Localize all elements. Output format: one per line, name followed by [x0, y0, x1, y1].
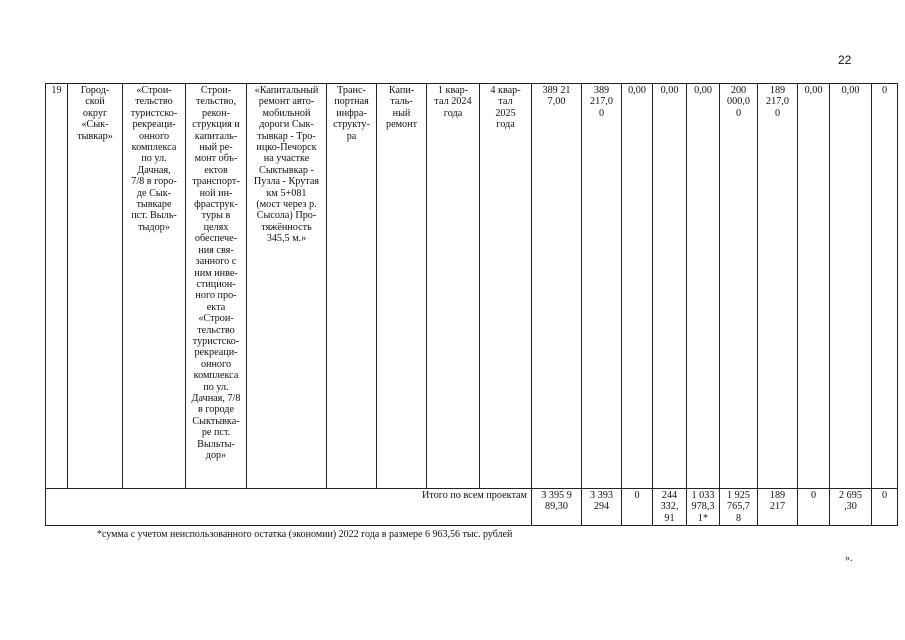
value-cell-8: 0,00 [798, 84, 830, 489]
total-value-10: 0 [872, 489, 898, 526]
closing-quote: ». [845, 553, 853, 564]
total-row [46, 489, 898, 526]
infra-type-cell: Транс- портная инфра- структу- ра [327, 84, 377, 489]
total-value-6: 1 925 765,7 8 [720, 489, 758, 526]
total-value-9: 2 695 ,30 [830, 489, 872, 526]
value-cell-9: 0,00 [830, 84, 872, 489]
investment-table [45, 83, 898, 526]
total-value-8: 0 [798, 489, 830, 526]
footnote: *сумма с учетом неиспользованного остатка (экономии) 2022 года в размере 6 963,56 тыс. рублей [97, 529, 513, 540]
total-value-1: 3 395 9 89,30 [532, 489, 582, 526]
page-number: 22 [838, 53, 852, 67]
value-cell-1: 389 21 7,00 [532, 84, 582, 489]
total-value-4: 244 332, 91 [653, 489, 687, 526]
total-value-7: 189 217 [758, 489, 798, 526]
total-value-2: 3 393 294 [582, 489, 622, 526]
end-date-cell: 4 квар- тал 2025 года [480, 84, 532, 489]
start-date-cell: 1 квар- тал 2024 года [427, 84, 480, 489]
value-cell-10: 0 [872, 84, 898, 489]
purpose-cell: Строи- тельство, рекон- струкция и капиталь- ный ре- монт объ- ектов транспорт- ной ин- фраструк- туры в целях обеспече- ния свя- занного с ним инве- стицион- ного про- екта «Строи- тельство туристско- рекреаци- онного комплекса по ул. Дачная, 7/8 в городе Сыктывка- ре пст. Выльты- дор» [186, 84, 247, 489]
value-cell-2: 389 217,0 0 [582, 84, 622, 489]
work-type-cell: Капи- таль- ный ремонт [377, 84, 427, 489]
value-cell-7: 189 217,0 0 [758, 84, 798, 489]
project-cell: «Капитальный ремонт авто- мобильной дороги Сык- тывкар - Тро- ицко-Печорск на участке Сыктывкар - Пузла - Крутая км 5+081 (мост через р. Сысола) Про- тяжённость 345,5 м.» [247, 84, 327, 489]
table-row [46, 84, 898, 489]
row-number: 19 [46, 84, 68, 489]
total-label: Итого по всем проектам [46, 489, 532, 526]
value-cell-6: 200 000,0 0 [720, 84, 758, 489]
municipality-cell: Город- ской округ «Сык- тывкар» [68, 84, 123, 489]
object-cell: «Строи- тельство туристско- рекреаци- онного комплекса по ул. Дачная, 7/8 в горо- де Сык- тывкаре пст. Выль- тыдор» [123, 84, 186, 489]
value-cell-3: 0,00 [622, 84, 653, 489]
value-cell-5: 0,00 [687, 84, 720, 489]
total-value-3: 0 [622, 489, 653, 526]
value-cell-4: 0,00 [653, 84, 687, 489]
total-value-5: 1 033 978,3 1* [687, 489, 720, 526]
